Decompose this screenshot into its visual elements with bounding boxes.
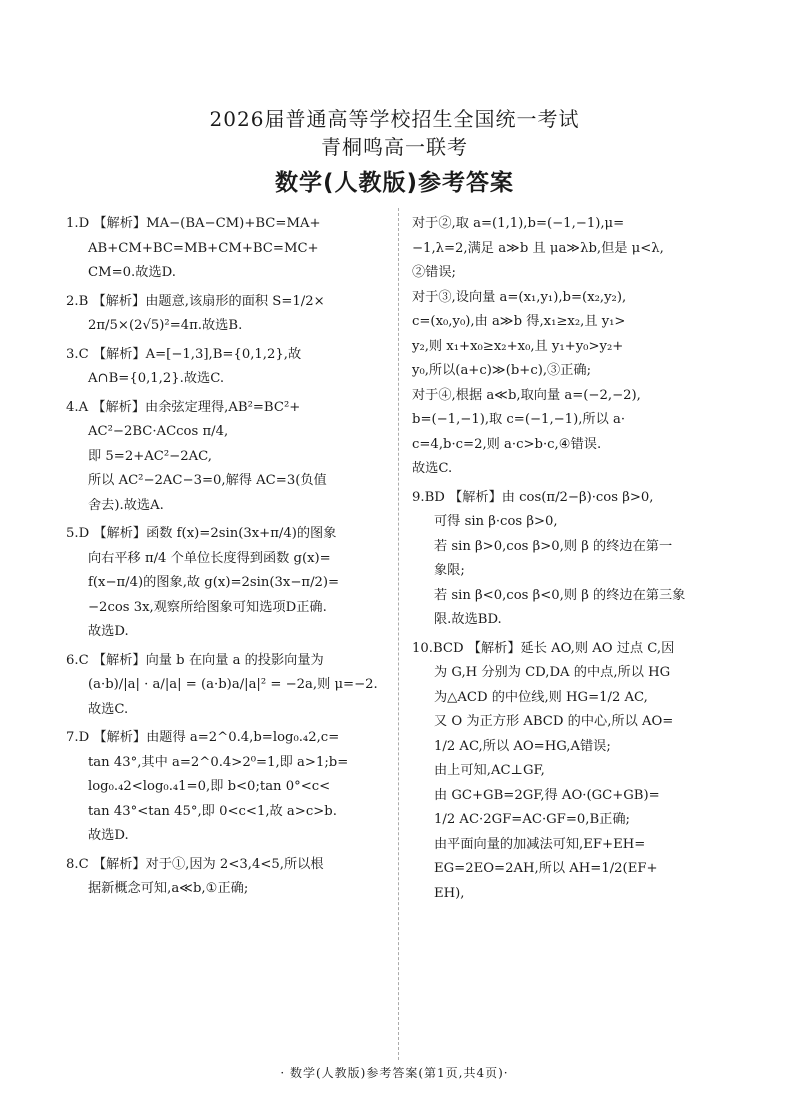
answer-line: c=4,b·c=2,则 a·c>b·c,④错误. — [412, 436, 602, 452]
answer-line: tan 43°<tan 45°,即 0<c<1,故 a>c>b. — [88, 803, 337, 819]
right-answer-item — [412, 637, 742, 907]
answer-line: 4.A 【解析】由余弦定理得,AB²=BC²+ — [66, 399, 301, 415]
answer-line: 1/2 AC·2GF=AC·GF=0,B正确; — [434, 812, 630, 827]
right-answer-item — [412, 212, 742, 482]
answer-line: 由上可知,AC⊥GF, — [434, 763, 545, 778]
left-answer-item — [66, 649, 386, 723]
answer-line: 若 sin β<0,cos β<0,则 β 的终边在第三象 — [434, 587, 686, 603]
answer-line: −2cos 3x,观察所给图象可知选项D正确. — [88, 599, 327, 615]
exam-title: 2026届普通高等学校招生全国统一考试 — [209, 107, 580, 131]
column-divider — [398, 208, 399, 1060]
right-answer-item — [412, 486, 742, 633]
answer-line: 故选C. — [88, 701, 129, 717]
answer-line: 1.D 【解析】MA−(BA−CM)+BC=MA+ — [66, 216, 321, 231]
answer-line: c=(x₀,y₀),由 a≫b 得,x₁≥x₂,且 y₁> — [412, 314, 626, 329]
answer-line: 故选C. — [412, 461, 453, 476]
answer-line: 据新概念可知,a≪b,①正确; — [88, 881, 249, 896]
answer-line: EG=2EO=2AH,所以 AH=1/2(EF+ — [434, 861, 658, 876]
answer-line: 即 5=2+AC²−2AC, — [88, 448, 212, 464]
answer-line: tan 43°,其中 a=2^0.4>2⁰=1,即 a>1;b= — [88, 754, 349, 770]
page-footer: · 数学(人教版)参考答案(第1页,共4页)· — [280, 1066, 509, 1080]
answer-line: −1,λ=2,满足 a≫b 且 μa≫λb,但是 μ<λ, — [412, 240, 664, 256]
answer-line: CM=0.故选D. — [88, 265, 176, 280]
answer-line: 可得 sin β·cos β>0, — [434, 514, 558, 529]
answer-line: 由平面向量的加减法可知,EF+EH= — [434, 836, 646, 852]
answer-line: 又 O 为正方形 ABCD 的中心,所以 AO= — [434, 714, 674, 729]
answer-line: log₀.₄2<log₀.₄1=0,即 b<0;tan 0°<c< — [88, 779, 331, 794]
exam-subtitle: 青桐鸣高一联考 — [321, 135, 468, 159]
answer-line: 8.C 【解析】对于①,因为 2<3,4<5,所以根 — [66, 856, 324, 872]
left-answer-item — [66, 396, 386, 519]
answer-line: f(x−π/4)的图象,故 g(x)=2sin(3x−π/2)= — [88, 575, 340, 590]
answer-title: 数学(人教版)参考答案 — [274, 170, 515, 196]
answer-line: 3.C 【解析】A=[−1,3],B={0,1,2},故 — [66, 346, 302, 362]
left-answer-item — [66, 290, 386, 339]
answer-line: 舍去).故选A. — [88, 497, 164, 513]
answer-line: 7.D 【解析】由题得 a=2^0.4,b=log₀.₄2,c= — [66, 730, 340, 745]
answer-line: 对于②,取 a=(1,1),b=(−1,−1),μ= — [412, 216, 625, 231]
left-answer-item — [66, 726, 386, 849]
answer-line: b=(−1,−1),取 c=(−1,−1),所以 a· — [412, 412, 626, 427]
left-answer-item — [66, 853, 386, 902]
answer-line: 所以 AC²−2AC−3=0,解得 AC=3(负值 — [88, 473, 327, 488]
answer-line: 由 GC+GB=2GF,得 AO·(GC+GB)= — [434, 787, 660, 803]
answer-line: 故选D. — [88, 624, 129, 639]
right-column — [412, 212, 742, 910]
answer-line: EH), — [434, 885, 465, 901]
left-answer-item — [66, 343, 386, 392]
answer-line: 为△ACD 的中位线,则 HG=1/2 AC, — [434, 689, 648, 705]
answer-line: 5.D 【解析】函数 f(x)=2sin(3x+π/4)的图象 — [66, 526, 337, 541]
answer-line: 对于④,根据 a≪b,取向量 a=(−2,−2), — [412, 387, 641, 403]
answer-line: 象限; — [434, 563, 465, 578]
answer-line: 对于③,设向量 a=(x₁,y₁),b=(x₂,y₂), — [412, 289, 627, 305]
left-answer-item — [66, 522, 386, 645]
answer-line: y₀,所以(a+c)≫(b+c),③正确; — [412, 363, 592, 378]
answer-line: y₂,则 x₁+x₀≥x₂+x₀,且 y₁+y₀>y₂+ — [412, 338, 624, 354]
left-column — [66, 212, 386, 906]
answer-line: 为 G,H 分别为 CD,DA 的中点,所以 HG — [434, 665, 671, 680]
answer-line: AC²−2BC·ACcos π/4, — [88, 424, 229, 439]
answer-line: 10.BCD 【解析】延长 AO,则 AO 过点 C,因 — [412, 640, 675, 656]
answer-line: 2.B 【解析】由题意,该扇形的面积 S=1/2× — [66, 293, 325, 309]
answer-line: 限.故选BD. — [434, 612, 502, 627]
answer-line: 2π/5×(2√5)²=4π.故选B. — [88, 318, 243, 333]
answer-line: 故选D. — [88, 828, 129, 843]
answer-line: 6.C 【解析】向量 b 在向量 a 的投影向量为 — [66, 652, 324, 668]
answer-line: AB+CM+BC=MB+CM+BC=MC+ — [88, 240, 319, 256]
answer-line: ②错误; — [412, 265, 457, 280]
answer-line: 9.BD 【解析】由 cos(π/2−β)·cos β>0, — [412, 489, 654, 505]
answer-line: 若 sin β>0,cos β>0,则 β 的终边在第一 — [434, 538, 673, 554]
left-answer-item — [66, 212, 386, 286]
answer-line: (a·b)/|a| · a/|a| = (a·b)a/|a|² = −2a,则 μ=−2. — [88, 677, 378, 692]
answer-line: 1/2 AC,所以 AO=HG,A错误; — [434, 738, 611, 754]
answer-line: A∩B={0,1,2}.故选C. — [88, 371, 225, 386]
answer-line: 向右平移 π/4 个单位长度得到函数 g(x)= — [88, 550, 331, 566]
